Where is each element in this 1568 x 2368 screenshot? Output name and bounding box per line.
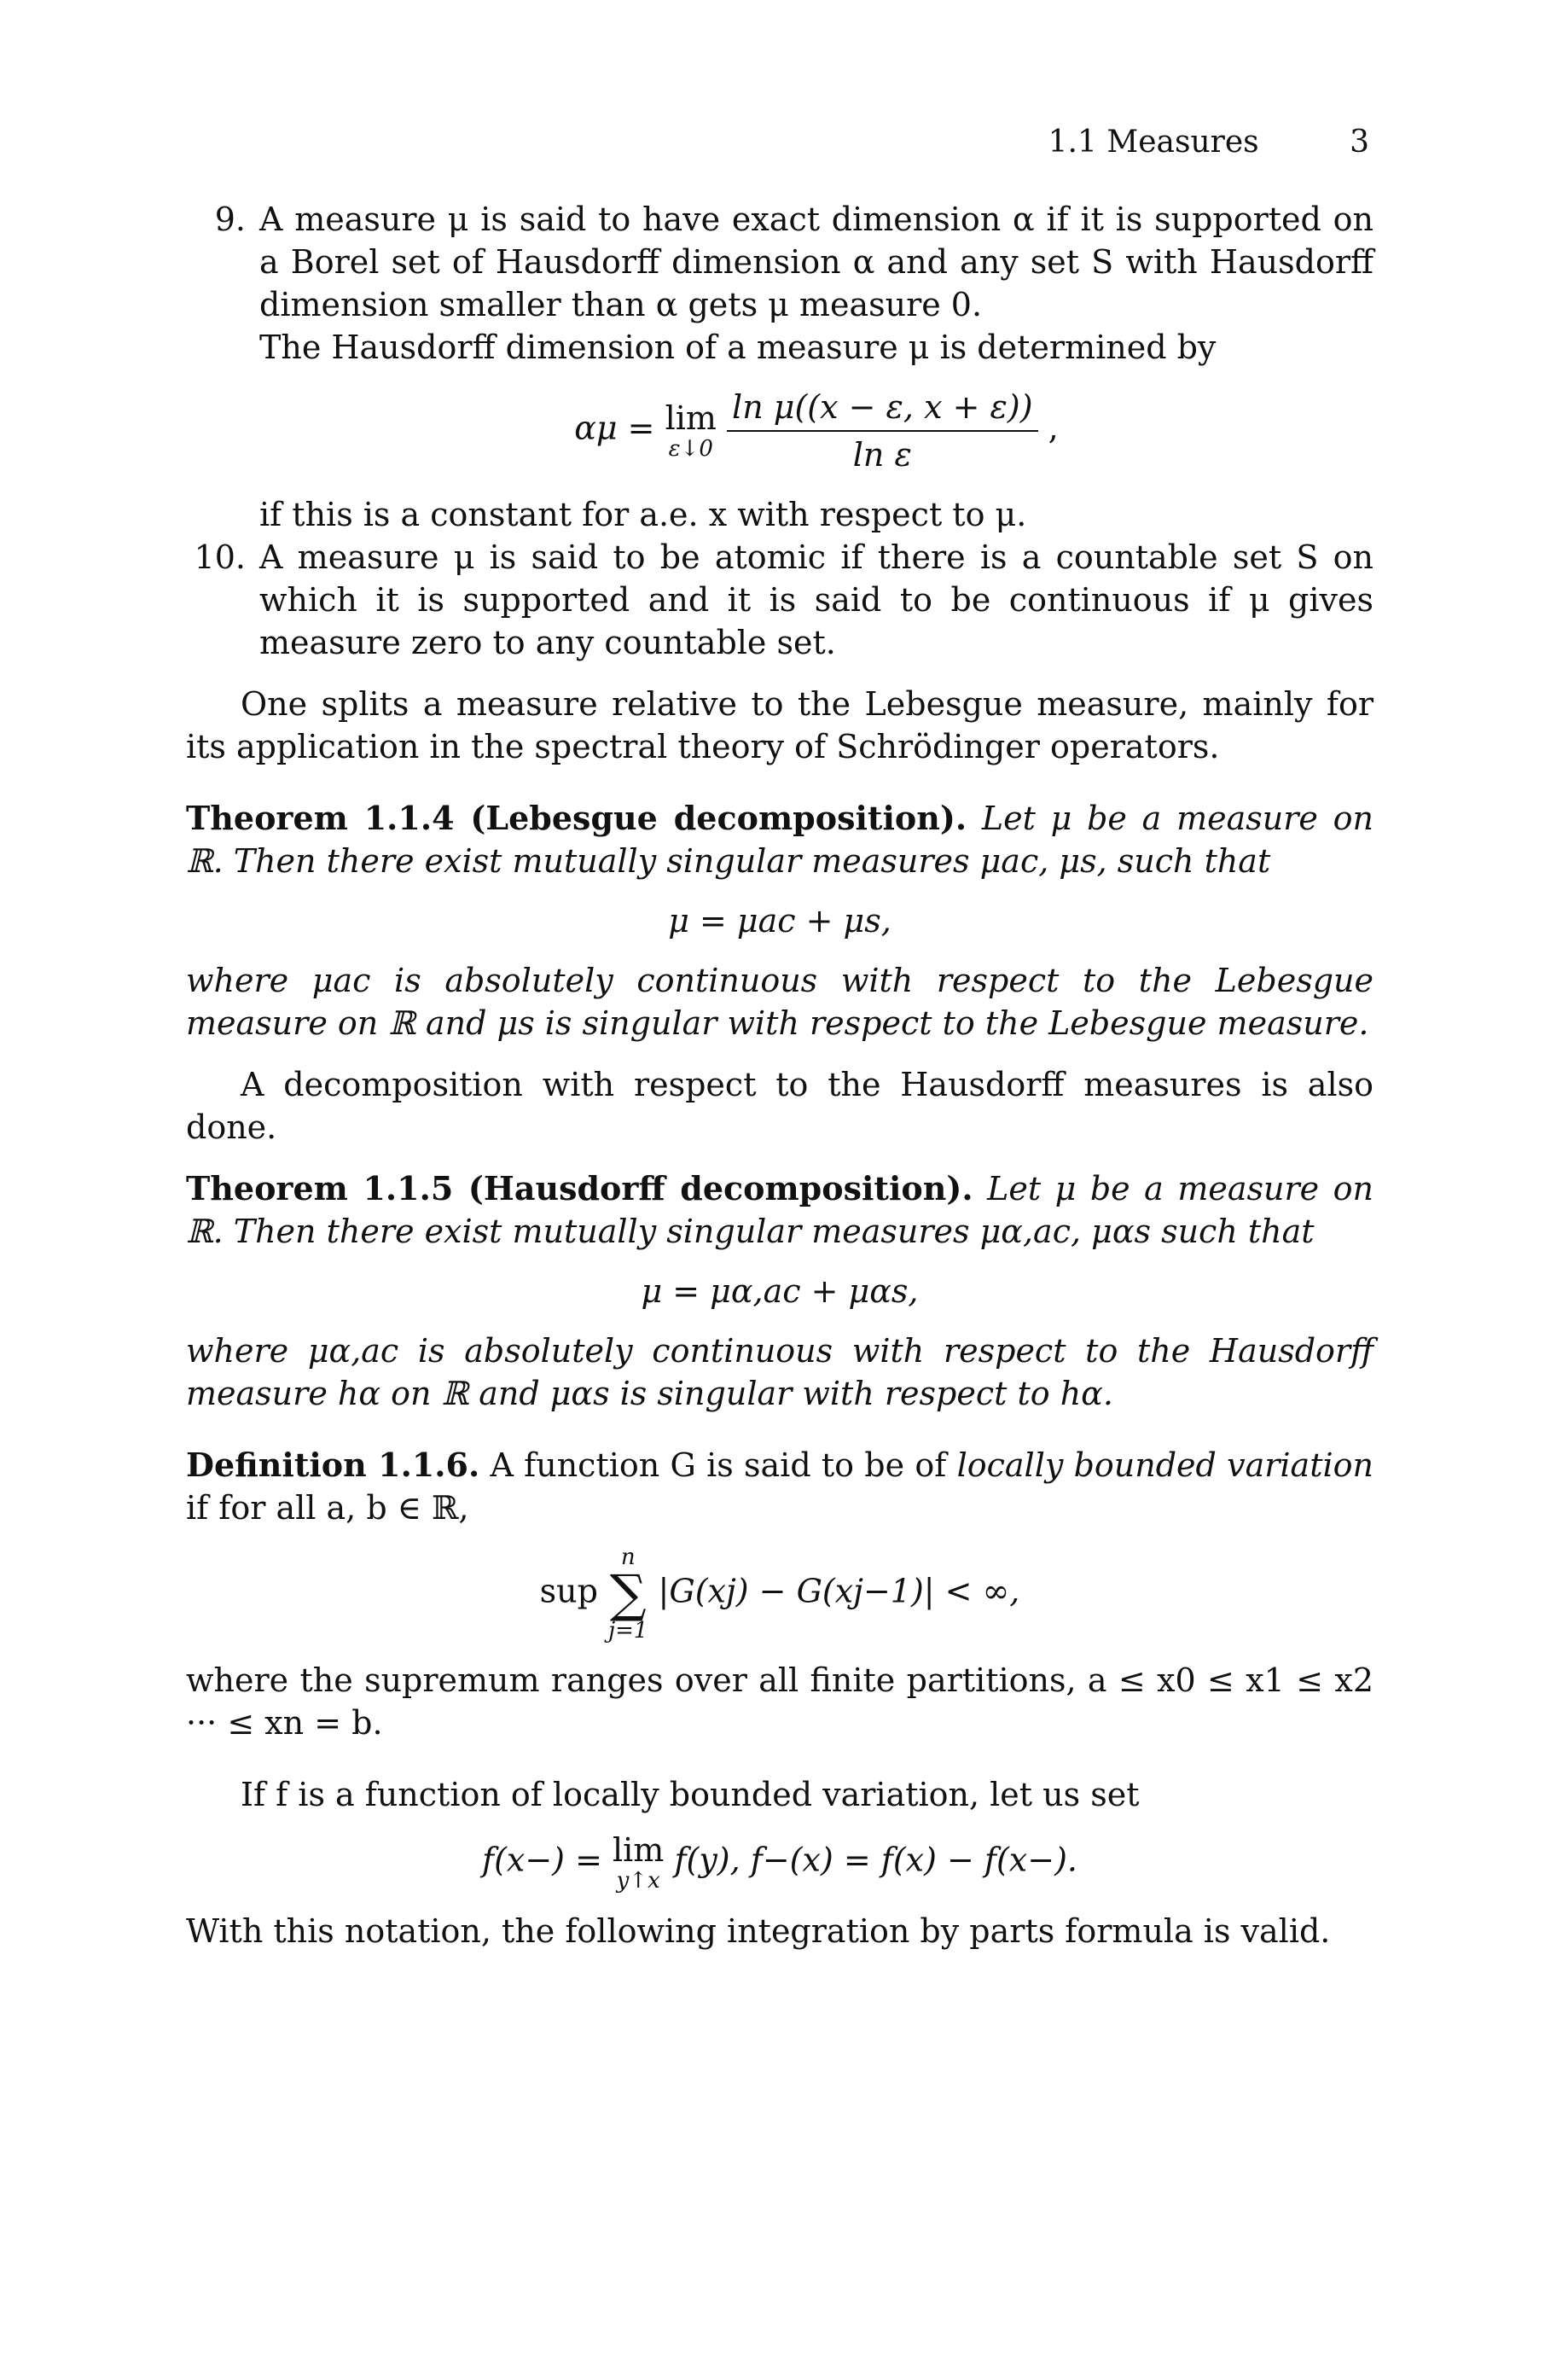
sum-upper: n <box>620 1545 636 1570</box>
section-title: 1.1 Measures <box>1048 125 1259 160</box>
hausdorff-decomposition-equation: μ = μα,ac + μαs, <box>641 1272 919 1310</box>
eq-rhs: f(y), f−(x) = f(x) − f(x−). <box>674 1841 1077 1879</box>
definition-text-a: A function G is said to be of <box>490 1446 947 1484</box>
theorem-1-1-4 <box>186 797 1373 882</box>
lebesgue-decomposition-equation: μ = μac + μs, <box>668 902 891 940</box>
list-item-10 <box>186 536 1373 664</box>
eq-lim-sub: y↑x <box>616 1867 660 1894</box>
list-number: 10. <box>194 538 246 576</box>
theorem-1-1-5 <box>186 1167 1373 1253</box>
page-number: 3 <box>1350 125 1369 160</box>
theorem-heading: Theorem 1.1.4 (Lebesgue decomposition). <box>186 799 967 837</box>
hausdorff-dimension-equation <box>259 386 1373 476</box>
list-body: A measure μ is said to be atomic if there is a countable set S on which it is supported and it is said to be continuous if μ gives measure zero to any countable set. <box>259 538 1373 661</box>
definition-term: locally bounded variation <box>956 1446 1373 1484</box>
eq-denominator: ln ε <box>852 436 912 474</box>
eq-limit <box>613 1833 664 1893</box>
eq-lim-word: lim <box>613 1831 665 1869</box>
eq-numerator: ln μ((x − ε, x + ε)) <box>727 386 1038 432</box>
eq-lim-sub: ε↓0 <box>668 435 713 462</box>
theorem-intro: Let μ be a measure on ℝ. Then there exist mutually singular measures μα,ac, μαs such that <box>186 1170 1373 1250</box>
paragraph-final: With this notation, the following integration by parts formula is valid. <box>186 1912 1331 1951</box>
list-item-9 <box>186 198 1373 536</box>
eq-sup: sup <box>539 1572 598 1610</box>
definition-heading: Definition 1.1.6. <box>186 1446 480 1484</box>
sum-operator <box>608 1546 648 1642</box>
paragraph-if: If f is a function of locally bounded variation, let us set <box>241 1776 1140 1813</box>
paragraph-decomposition: A decomposition with respect to the Hausdorff measures is also done. <box>186 1066 1373 1146</box>
theorem-tail: where μα,ac is absolutely continuous with respect to the Hausdorff measure hα on ℝ and μαs is singular with respect to hα. <box>186 1332 1373 1412</box>
eq-lim-word: lim <box>665 399 717 437</box>
sum-lower: j=1 <box>608 1618 648 1644</box>
page-content <box>186 198 1373 1952</box>
item9-text: A measure μ is said to have exact dimension α if it is supported on a Borel set of Hausdorff dimension α and any set S with Hausdorff dimension smaller than α gets μ measure 0. <box>259 201 1373 323</box>
eq-lhs: αμ = <box>574 409 665 447</box>
running-header <box>1048 125 1369 160</box>
definition-1-1-6 <box>186 1444 1373 1529</box>
theorem-tail: where μac is absolutely continuous with respect to the Lebesgue measure on ℝ and μs is singular with respect to the Lebesgue measure. <box>186 962 1373 1042</box>
theorem-heading: Theorem 1.1.5 (Hausdorff decomposition). <box>186 1169 973 1207</box>
sum-sign: ∑ <box>609 1564 647 1624</box>
variation-equation <box>186 1546 1373 1642</box>
eq-fraction <box>727 386 1038 476</box>
eq-lhs: f(x−) = <box>482 1841 613 1879</box>
definition-text-b: if for all a, b ∈ ℝ, <box>186 1489 469 1527</box>
eq-tail: , <box>1048 409 1059 447</box>
item9-text3: if this is a constant for a.e. x with respect to μ. <box>259 496 1027 533</box>
definition-tail: where the supremum ranges over all finite partitions, a ≤ x0 ≤ x1 ≤ x2 ··· ≤ xn = b. <box>186 1661 1373 1742</box>
list-body <box>259 198 1373 536</box>
paragraph-split: One splits a measure relative to the Lebesgue measure, mainly for its application in the spectral theory of Schrödinger operators. <box>186 685 1373 765</box>
list-number: 9. <box>214 201 246 238</box>
left-limit-equation <box>186 1833 1373 1893</box>
eq-limit <box>665 401 717 461</box>
theorem-intro: Let μ be a measure on ℝ. Then there exist mutually singular measures μac, μs, such that <box>186 800 1373 880</box>
item9-text2: The Hausdorff dimension of a measure μ is determined by <box>259 329 1217 366</box>
eq-body: |G(xj) − G(xj−1)| < ∞, <box>658 1572 1020 1610</box>
